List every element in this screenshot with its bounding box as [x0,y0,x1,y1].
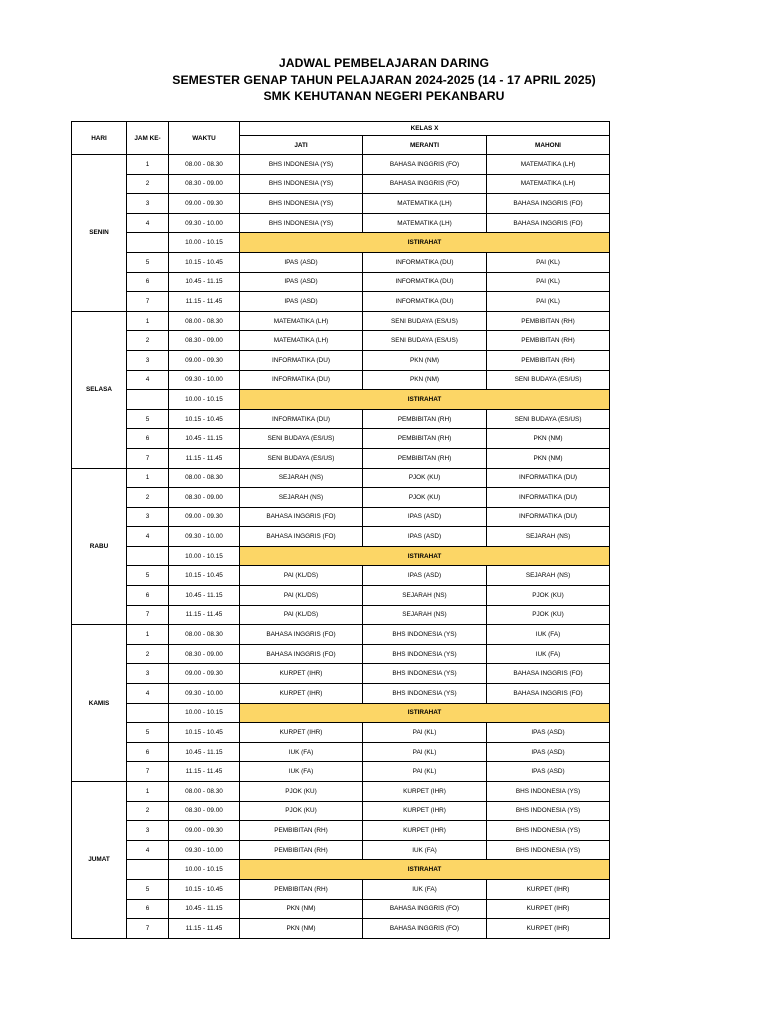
table-row [72,566,610,586]
subject-jati: SENI BUDAYA (ES/US) [240,448,363,468]
day-label: KAMIS [72,625,127,782]
table-row [72,448,610,468]
waktu-cell: 10.00 - 10.15 [169,546,240,566]
jam-cell: 4 [127,213,169,233]
table-row [72,919,610,939]
jam-cell: 1 [127,782,169,802]
waktu-cell: 10.45 - 11.15 [169,742,240,762]
subject-meranti: PEMBIBITAN (RH) [363,429,487,449]
waktu-cell: 11.15 - 11.45 [169,448,240,468]
subject-mahoni: BAHASA INGGRIS (FO) [487,194,610,214]
col-header-hari: HARI [72,122,127,155]
waktu-cell: 09.00 - 09.30 [169,821,240,841]
table-row [72,429,610,449]
waktu-cell: 09.30 - 10.00 [169,684,240,704]
break-row [72,390,610,410]
col-header-jam: JAM KE- [127,122,169,155]
waktu-cell: 09.00 - 09.30 [169,507,240,527]
subject-meranti: BHS INDONESIA (YS) [363,644,487,664]
waktu-cell: 08.30 - 09.00 [169,488,240,508]
jam-cell [127,546,169,566]
table-row [72,213,610,233]
subject-jati: BHS INDONESIA (YS) [240,213,363,233]
table-row [72,625,610,645]
subject-meranti: SEJARAH (NS) [363,586,487,606]
table-row [72,252,610,272]
school-name: SMK KEHUTANAN NEGERI PEKANBARU [263,89,505,103]
waktu-cell: 08.00 - 08.30 [169,311,240,331]
table-row [72,155,610,175]
waktu-cell: 10.45 - 11.15 [169,899,240,919]
col-header-kelas: KELAS X [240,122,610,136]
subject-mahoni: PKN (NM) [487,429,610,449]
subject-meranti: IUK (FA) [363,840,487,860]
waktu-cell: 08.30 - 09.00 [169,331,240,351]
waktu-cell: 10.15 - 10.45 [169,409,240,429]
subject-meranti: PAI (KL) [363,742,487,762]
jam-cell: 7 [127,292,169,312]
jam-cell: 2 [127,644,169,664]
subject-meranti: IPAS (ASD) [363,566,487,586]
jam-cell: 5 [127,566,169,586]
subject-mahoni: PEMBIBITAN (RH) [487,331,610,351]
subject-jati: INFORMATIKA (DU) [240,370,363,390]
waktu-cell: 08.30 - 09.00 [169,644,240,664]
subject-mahoni: INFORMATIKA (DU) [487,468,610,488]
subject-jati: BAHASA INGGRIS (FO) [240,644,363,664]
table-row [72,782,610,802]
day-label: SENIN [72,155,127,312]
waktu-cell: 10.15 - 10.45 [169,879,240,899]
jam-cell: 2 [127,488,169,508]
jam-cell: 2 [127,331,169,351]
waktu-cell: 08.30 - 09.00 [169,801,240,821]
subject-meranti: KURPET (IHR) [363,821,487,841]
jam-cell: 7 [127,448,169,468]
document-header [0,55,768,105]
jam-cell: 7 [127,605,169,625]
subject-jati: PEMBIBITAN (RH) [240,821,363,841]
jam-cell: 7 [127,919,169,939]
jam-cell: 4 [127,527,169,547]
break-cell: ISTIRAHAT [240,390,610,410]
table-row [72,821,610,841]
subject-mahoni: PAI (KL) [487,252,610,272]
subject-mahoni: BHS INDONESIA (YS) [487,782,610,802]
subject-meranti: BHS INDONESIA (YS) [363,684,487,704]
subject-jati: INFORMATIKA (DU) [240,409,363,429]
waktu-cell: 11.15 - 11.45 [169,292,240,312]
subject-jati: PKN (NM) [240,899,363,919]
table-row [72,488,610,508]
table-row [72,527,610,547]
subject-jati: BHS INDONESIA (YS) [240,174,363,194]
subject-meranti: MATEMATIKA (LH) [363,194,487,214]
subject-mahoni: PAI (KL) [487,292,610,312]
col-header-meranti: MERANTI [363,136,487,155]
subject-meranti: BHS INDONESIA (YS) [363,664,487,684]
jam-cell: 2 [127,801,169,821]
subject-mahoni: SENI BUDAYA (ES/US) [487,370,610,390]
table-row [72,742,610,762]
subject-meranti: PKN (NM) [363,350,487,370]
jam-cell: 3 [127,507,169,527]
jam-cell: 3 [127,821,169,841]
header-row [72,122,610,136]
document-title: JADWAL PEMBELAJARAN DARING [278,56,490,70]
jam-cell: 4 [127,684,169,704]
subject-jati: IUK (FA) [240,742,363,762]
jam-cell [127,233,169,253]
waktu-cell: 10.00 - 10.15 [169,860,240,880]
document-subtitle: SEMESTER GENAP TAHUN PELAJARAN 2024-2025 (14 - 17 APRIL 2025) [172,72,596,87]
subject-mahoni: SENI BUDAYA (ES/US) [487,409,610,429]
table-row [72,762,610,782]
break-cell: ISTIRAHAT [240,546,610,566]
waktu-cell: 10.00 - 10.15 [169,703,240,723]
waktu-cell: 10.45 - 11.15 [169,586,240,606]
subject-meranti: SENI BUDAYA (ES/US) [363,331,487,351]
break-row [72,546,610,566]
waktu-cell: 10.00 - 10.15 [169,390,240,410]
table-row [72,331,610,351]
break-cell: ISTIRAHAT [240,703,610,723]
subject-meranti: KURPET (IHR) [363,801,487,821]
subject-jati: SEJARAH (NS) [240,488,363,508]
break-row [72,233,610,253]
subject-meranti: INFORMATIKA (DU) [363,252,487,272]
jam-cell: 7 [127,762,169,782]
subject-jati: KURPET (IHR) [240,664,363,684]
subject-jati: KURPET (IHR) [240,723,363,743]
break-row [72,860,610,880]
jam-cell [127,390,169,410]
subject-jati: MATEMATIKA (LH) [240,311,363,331]
waktu-cell: 08.00 - 08.30 [169,625,240,645]
waktu-cell: 11.15 - 11.45 [169,919,240,939]
table-row [72,879,610,899]
subject-mahoni: PEMBIBITAN (RH) [487,350,610,370]
jam-cell: 6 [127,586,169,606]
subject-jati: PKN (NM) [240,919,363,939]
subject-mahoni: BAHASA INGGRIS (FO) [487,213,610,233]
waktu-cell: 09.30 - 10.00 [169,370,240,390]
jam-cell: 4 [127,840,169,860]
subject-mahoni: IPAS (ASD) [487,762,610,782]
schedule-table [71,121,610,939]
subject-meranti: IPAS (ASD) [363,527,487,547]
waktu-cell: 08.00 - 08.30 [169,155,240,175]
subject-meranti: SEJARAH (NS) [363,605,487,625]
jam-cell: 5 [127,409,169,429]
waktu-cell: 08.30 - 09.00 [169,174,240,194]
waktu-cell: 11.15 - 11.45 [169,762,240,782]
subject-mahoni: KURPET (IHR) [487,879,610,899]
table-row [72,684,610,704]
subject-mahoni: IPAS (ASD) [487,742,610,762]
jam-cell: 5 [127,252,169,272]
jam-cell: 4 [127,370,169,390]
schedule-body [72,155,610,939]
subject-jati: SENI BUDAYA (ES/US) [240,429,363,449]
subject-jati: PAI (KL/DS) [240,566,363,586]
day-label: JUMAT [72,782,127,939]
day-label: SELASA [72,311,127,468]
subject-meranti: PAI (KL) [363,723,487,743]
subject-jati: BAHASA INGGRIS (FO) [240,507,363,527]
subject-jati: KURPET (IHR) [240,684,363,704]
subject-meranti: IPAS (ASD) [363,507,487,527]
subject-jati: BAHASA INGGRIS (FO) [240,625,363,645]
waktu-cell: 11.15 - 11.45 [169,605,240,625]
jam-cell: 1 [127,311,169,331]
waktu-cell: 10.15 - 10.45 [169,566,240,586]
subject-mahoni: INFORMATIKA (DU) [487,507,610,527]
subject-jati: INFORMATIKA (DU) [240,350,363,370]
subject-meranti: MATEMATIKA (LH) [363,213,487,233]
table-row [72,292,610,312]
waktu-cell: 08.00 - 08.30 [169,468,240,488]
subject-mahoni: PAI (KL) [487,272,610,292]
subject-jati: BHS INDONESIA (YS) [240,155,363,175]
jam-cell: 3 [127,350,169,370]
waktu-cell: 08.00 - 08.30 [169,782,240,802]
subject-meranti: BHS INDONESIA (YS) [363,625,487,645]
table-row [72,194,610,214]
table-row [72,370,610,390]
subject-mahoni: BHS INDONESIA (YS) [487,801,610,821]
waktu-cell: 10.15 - 10.45 [169,252,240,272]
subject-mahoni: IUK (FA) [487,644,610,664]
jam-cell: 5 [127,879,169,899]
table-row [72,723,610,743]
subject-jati: BHS INDONESIA (YS) [240,194,363,214]
subject-jati: PAI (KL/DS) [240,605,363,625]
waktu-cell: 09.00 - 09.30 [169,664,240,684]
subject-mahoni: BHS INDONESIA (YS) [487,840,610,860]
subject-meranti: PEMBIBITAN (RH) [363,448,487,468]
col-header-jati: JATI [240,136,363,155]
jam-cell: 6 [127,742,169,762]
subject-jati: PAI (KL/DS) [240,586,363,606]
subject-meranti: BAHASA INGGRIS (FO) [363,899,487,919]
subject-meranti: BAHASA INGGRIS (FO) [363,155,487,175]
waktu-cell: 10.15 - 10.45 [169,723,240,743]
jam-cell: 2 [127,174,169,194]
subject-meranti: PEMBIBITAN (RH) [363,409,487,429]
subject-jati: PEMBIBITAN (RH) [240,840,363,860]
subject-jati: IPAS (ASD) [240,292,363,312]
table-row [72,801,610,821]
table-row [72,605,610,625]
table-row [72,586,610,606]
day-label: RABU [72,468,127,625]
subject-mahoni: BAHASA INGGRIS (FO) [487,684,610,704]
subject-meranti: BAHASA INGGRIS (FO) [363,919,487,939]
subject-jati: MATEMATIKA (LH) [240,331,363,351]
subject-jati: IUK (FA) [240,762,363,782]
table-row [72,644,610,664]
table-row [72,311,610,331]
break-cell: ISTIRAHAT [240,233,610,253]
subject-meranti: PJOK (KU) [363,488,487,508]
subject-mahoni: SEJARAH (NS) [487,527,610,547]
subject-mahoni: KURPET (IHR) [487,899,610,919]
subject-meranti: PKN (NM) [363,370,487,390]
subject-mahoni: PEMBIBITAN (RH) [487,311,610,331]
subject-mahoni: KURPET (IHR) [487,919,610,939]
subject-mahoni: PJOK (KU) [487,586,610,606]
subject-mahoni: IPAS (ASD) [487,723,610,743]
table-row [72,840,610,860]
waktu-cell: 09.00 - 09.30 [169,194,240,214]
subject-mahoni: SEJARAH (NS) [487,566,610,586]
jam-cell: 6 [127,429,169,449]
waktu-cell: 10.00 - 10.15 [169,233,240,253]
subject-meranti: PJOK (KU) [363,468,487,488]
table-row [72,272,610,292]
col-header-mahoni: MAHONI [487,136,610,155]
subject-jati: PJOK (KU) [240,801,363,821]
col-header-waktu: WAKTU [169,122,240,155]
table-row [72,899,610,919]
subject-mahoni: IUK (FA) [487,625,610,645]
subject-mahoni: BAHASA INGGRIS (FO) [487,664,610,684]
subject-jati: PEMBIBITAN (RH) [240,879,363,899]
subject-meranti: INFORMATIKA (DU) [363,292,487,312]
waktu-cell: 09.00 - 09.30 [169,350,240,370]
table-row [72,174,610,194]
subject-meranti: PAI (KL) [363,762,487,782]
subject-mahoni: MATEMATIKA (LH) [487,155,610,175]
jam-cell: 1 [127,625,169,645]
table-row [72,664,610,684]
subject-meranti: SENI BUDAYA (ES/US) [363,311,487,331]
subject-mahoni: PKN (NM) [487,448,610,468]
subject-jati: IPAS (ASD) [240,252,363,272]
table-row [72,409,610,429]
jam-cell: 3 [127,194,169,214]
table-row [72,468,610,488]
subject-meranti: KURPET (IHR) [363,782,487,802]
break-row [72,703,610,723]
jam-cell: 1 [127,468,169,488]
subject-mahoni: BHS INDONESIA (YS) [487,821,610,841]
subject-meranti: INFORMATIKA (DU) [363,272,487,292]
table-row [72,507,610,527]
subject-jati: PJOK (KU) [240,782,363,802]
subject-jati: IPAS (ASD) [240,272,363,292]
jam-cell: 5 [127,723,169,743]
waktu-cell: 09.30 - 10.00 [169,840,240,860]
waktu-cell: 10.45 - 11.15 [169,272,240,292]
jam-cell: 6 [127,899,169,919]
table-row [72,350,610,370]
subject-mahoni: MATEMATIKA (LH) [487,174,610,194]
break-cell: ISTIRAHAT [240,860,610,880]
subject-meranti: BAHASA INGGRIS (FO) [363,174,487,194]
subject-mahoni: PJOK (KU) [487,605,610,625]
waktu-cell: 10.45 - 11.15 [169,429,240,449]
subject-jati: SEJARAH (NS) [240,468,363,488]
waktu-cell: 09.30 - 10.00 [169,527,240,547]
jam-cell: 3 [127,664,169,684]
jam-cell [127,860,169,880]
jam-cell: 6 [127,272,169,292]
waktu-cell: 09.30 - 10.00 [169,213,240,233]
subject-jati: BAHASA INGGRIS (FO) [240,527,363,547]
subject-meranti: IUK (FA) [363,879,487,899]
jam-cell [127,703,169,723]
subject-mahoni: INFORMATIKA (DU) [487,488,610,508]
jam-cell: 1 [127,155,169,175]
